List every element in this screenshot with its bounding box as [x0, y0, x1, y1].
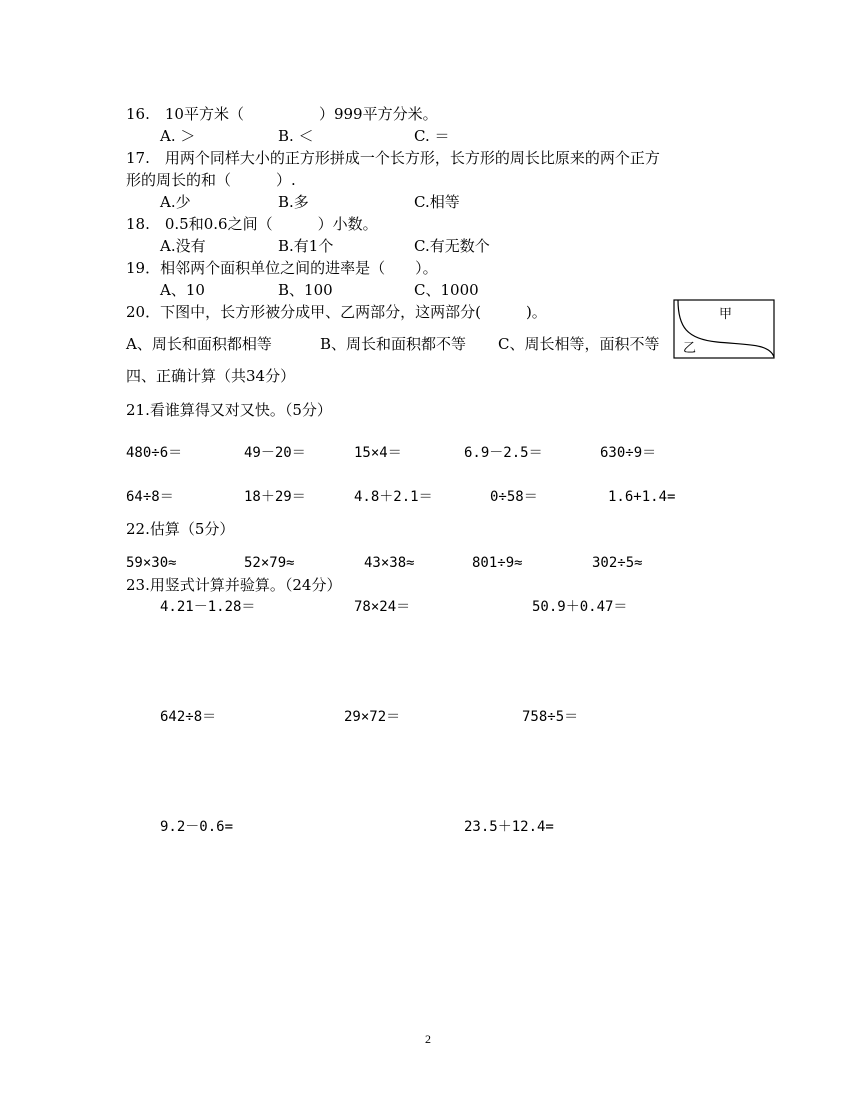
q16-option-b: B. ＜ [278, 127, 314, 145]
q22-item2: 52×79≈ [244, 555, 295, 571]
q22-title: 22.估算（5分） [126, 520, 235, 538]
q20-stem: 20．下图中，长方形被分成甲、乙两部分，这两部分( )。 [126, 303, 547, 321]
q21-r1-item5: 630÷9＝ [600, 445, 657, 461]
region-label-jia: 甲 [719, 307, 733, 322]
q17-option-c: C.相等 [414, 193, 460, 211]
q17-option-b: B.多 [278, 193, 309, 211]
q22-item4: 801÷9≈ [472, 555, 523, 571]
q23-title: 23.用竖式计算并验算。（24分） [126, 576, 342, 594]
q20-option-c: C、周长相等，面积不等 [498, 335, 660, 353]
section-4-title: 四、正确计算（共34分） [126, 367, 296, 385]
q18-option-b: B.有1个 [278, 237, 334, 255]
q21-r2-item3: 4.8＋2.1＝ [354, 489, 433, 505]
q17-option-a: A.少 [160, 193, 191, 211]
q16-stem: 16. 10平方米（ ）999平方分米。 [126, 105, 438, 123]
q16-option-c: C. ＝ [414, 127, 450, 145]
q17-stem-line1: 17. 用两个同样大小的正方形拼成一个长方形，长方形的周长比原来的两个正方 [126, 149, 660, 167]
q21-r1-item2: 49－20＝ [244, 445, 306, 461]
q16-option-a: A. ＞ [160, 127, 196, 145]
q23-r3-item1: 9.2－0.6= [160, 819, 234, 835]
q23-r1-item2: 78×24＝ [354, 599, 411, 615]
q18-option-a: A.没有 [160, 237, 206, 255]
q23-r2-item2: 29×72＝ [344, 709, 401, 725]
q19-stem: 19．相邻两个面积单位之间的进率是（ ）。 [126, 259, 438, 277]
q22-item3: 43×38≈ [364, 555, 415, 571]
region-label-yi: 乙 [683, 341, 697, 356]
q17-stem-line2: 形的周长的和（ ）. [126, 171, 296, 189]
q23-r2-item1: 642÷8＝ [160, 709, 217, 725]
q19-option-a: A、10 [160, 281, 205, 299]
q21-r2-item2: 18＋29＝ [244, 489, 306, 505]
q21-r1-item4: 6.9－2.5＝ [464, 445, 543, 461]
q21-title: 21.看谁算得又对又快。（5分） [126, 401, 332, 419]
q23-r2-item3: 758÷5＝ [522, 709, 579, 725]
q18-option-c: C.有无数个 [414, 237, 490, 255]
q20-option-a: A、周长和面积都相等 [126, 335, 272, 353]
page-number: 2 [425, 1032, 431, 1046]
q19-option-c: C、1000 [414, 281, 479, 299]
q20-rectangle-figure [673, 299, 775, 359]
q23-r1-item3: 50.9＋0.47＝ [532, 599, 628, 615]
q21-r2-item1: 64÷8＝ [126, 489, 174, 505]
q23-r1-item1: 4.21－1.28＝ [160, 599, 256, 615]
q21-r1-item1: 480÷6＝ [126, 445, 183, 461]
q21-r1-item3: 15×4＝ [354, 445, 402, 461]
q22-item1: 59×30≈ [126, 555, 177, 571]
q21-r2-item5: 1.6+1.4= [608, 489, 676, 505]
q18-stem: 18. 0.5和0.6之间（ ）小数。 [126, 215, 378, 233]
q23-r3-item2: 23.5＋12.4= [464, 819, 554, 835]
q20-option-b: B、周长和面积都不等 [320, 335, 467, 353]
q21-r2-item4: 0÷58＝ [490, 489, 538, 505]
q22-item5: 302÷5≈ [592, 555, 643, 571]
q19-option-b: B、100 [278, 281, 333, 299]
